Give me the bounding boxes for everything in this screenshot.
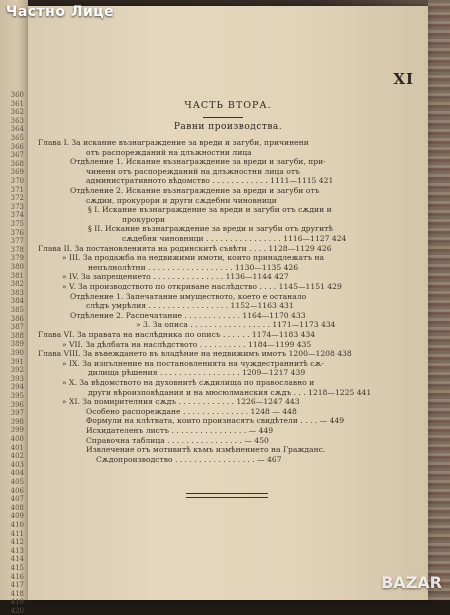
toc-line: » IX. За изпълнение на постановленията на чуждестраннитѣ сѫ- <box>62 358 325 368</box>
left-page-number: 372 <box>10 194 24 203</box>
left-page-number: 395 <box>10 392 24 400</box>
left-page-number: 382 <box>10 280 24 289</box>
left-page-number: 403 <box>10 460 24 469</box>
left-page-number: 418 <box>10 589 24 598</box>
toc-line: административното вѣдомство . . . . . . . . . . . . 1111—1115 421 <box>86 176 334 186</box>
toc-line: Формули на клѣтвата, които произнасятъ свидѣтели . . . . — 449 <box>86 416 345 426</box>
left-page-number: 402 <box>10 452 24 461</box>
toc-line: § I. Искание възнаграждение за вреди и загуби отъ сѫдии и <box>88 205 332 215</box>
left-page-number: 374 <box>10 211 24 220</box>
left-page-number: 393 <box>10 374 24 383</box>
toc-line: Отдѣление 2. Распечатание . . . . . . . . . . . . 1164—1170 433 <box>70 310 306 320</box>
left-page-number: 370 <box>10 177 24 185</box>
left-page-number: 389 <box>10 340 24 349</box>
left-page-number: 364 <box>10 125 24 134</box>
left-page-number: 383 <box>10 288 24 297</box>
left-page-number: 369 <box>10 168 24 177</box>
left-page-number: 380 <box>10 263 24 271</box>
left-page-number: 366 <box>10 142 24 151</box>
left-page-number: 373 <box>10 202 24 211</box>
left-page-number: 367 <box>10 151 24 160</box>
left-page-number: 408 <box>10 503 24 512</box>
left-page-number: 394 <box>10 383 24 392</box>
fabric-edge <box>428 0 450 600</box>
toc-line: » III. За продажба на недвижими имоти, които принадлежатъ на <box>62 253 325 263</box>
left-page-number: 398 <box>10 417 24 426</box>
left-page-number: 363 <box>10 116 24 125</box>
left-page-number: 371 <box>10 185 24 194</box>
left-page-number: 419 <box>10 598 24 607</box>
toc-line: други вѣроизповѣдания и на мюсюлманския сѫдъ . . . 1218—1225 441 <box>88 387 372 397</box>
toc-line: » V. За производството по откриване наслѣдство . . . . 1145—1151 429 <box>62 282 342 291</box>
left-page-number: 413 <box>10 546 24 555</box>
toc-line: » XI. За помирителния сѫдъ . . . . . . . . . . . . 1226—1247 443 <box>62 397 300 407</box>
left-page-number: 388 <box>10 331 24 340</box>
left-page-number: 416 <box>10 572 24 581</box>
left-page-number: 401 <box>10 443 24 452</box>
left-page-number: 411 <box>10 529 24 538</box>
toc-line: Исхидателенъ листъ . . . . . . . . . . . . . . . . — 449 <box>86 426 274 435</box>
left-page-number: 414 <box>10 555 24 564</box>
toc-line: прокурори <box>122 214 166 224</box>
left-page-number: 385 <box>10 306 24 314</box>
toc-line: слѣдъ умрѣлия . . . . . . . . . . . . . . . . . 1152—1163 431 <box>86 301 294 311</box>
toc-line: Отдѣление 1. Искание възнаграждение за вреди и загуби, при- <box>70 157 326 167</box>
toc-line: Особено распореждане . . . . . . . . . . . . . . 1248 — 448 <box>86 406 297 416</box>
left-page-number: 378 <box>10 245 24 254</box>
left-page-number: 365 <box>10 134 24 142</box>
toc-line: дилища рѣшения . . . . . . . . . . . . . . . . . 1209—1217 439 <box>88 368 306 378</box>
left-page-number: 362 <box>10 108 24 117</box>
left-page-number: 412 <box>10 538 24 547</box>
left-page-number: 396 <box>10 400 24 409</box>
toc-line: » 3. За описа . . . . . . . . . . . . . . . . . 1171—1173 434 <box>136 320 336 330</box>
site-watermark: BAZAR <box>381 573 442 592</box>
toc-line: Справочна таблица . . . . . . . . . . . . . . . . — 450 <box>86 435 269 445</box>
seller-watermark: Частно Лице <box>6 4 115 20</box>
left-page-number: 391 <box>10 357 24 366</box>
left-page-number: 407 <box>10 495 24 504</box>
left-page-number: 420 <box>10 607 24 615</box>
left-page-number: 386 <box>10 314 24 323</box>
left-page-number: 400 <box>10 435 24 443</box>
left-page-number: 390 <box>10 349 24 357</box>
toc-line: » IV. За запрещението . . . . . . . . . . . . . . . 1136—1144 427 <box>62 272 289 282</box>
end-rule <box>186 493 268 494</box>
toc-line: чинени отъ распорежданий на длъжностни лица отъ <box>86 166 300 176</box>
left-page-number: 399 <box>10 426 24 435</box>
left-page-number: 404 <box>10 469 24 478</box>
left-page-edge <box>0 0 28 615</box>
toc-line: отъ распорежданий на длъжностни лица <box>86 147 252 157</box>
left-page-number: 387 <box>10 323 24 332</box>
left-page-number: 410 <box>10 521 24 529</box>
toc-line: Отдѣление 2. Искание възнаграждение за вреди и загуби отъ <box>70 186 320 195</box>
toc-line: сѫдебни чиновници . . . . . . . . . . . . . . . . 1116—1127 424 <box>122 234 347 243</box>
left-page-number: 381 <box>10 271 24 280</box>
left-page-number: 368 <box>10 159 24 168</box>
toc-line: Сѫдопроизводство . . . . . . . . . . . . . . . . . — 467 <box>96 454 282 464</box>
left-page-number: 417 <box>10 581 24 590</box>
left-page-number: 379 <box>10 254 24 263</box>
toc-line: Глава I. За искание възнаграждение за вреди и загуби, причинени <box>38 138 309 147</box>
toc-line: непълнолѣтни . . . . . . . . . . . . . . . . . . 1130—1135 426 <box>88 262 299 272</box>
left-page-number: 392 <box>10 366 24 375</box>
table-of-contents <box>28 6 428 600</box>
left-page-number: 376 <box>10 228 24 237</box>
left-page-number: 409 <box>10 512 24 521</box>
page-number: XI <box>393 70 414 88</box>
toc-line: Глава VIII. За въвеждането въ владѣние на недвижимъ имотъ 1200—1208 438 <box>38 349 352 359</box>
left-page-number: 360 <box>10 91 24 99</box>
toc-line: сѫдии, прокурори и други сѫдебни чиновници <box>86 195 277 205</box>
toc-line: » X. За вѣдомството на духовнитѣ сѫдилища по православно и <box>62 378 315 387</box>
left-page-number: 377 <box>10 237 24 246</box>
toc-line: § II. Искание възнаграждение за вреди и загуби отъ другитѣ <box>88 224 333 234</box>
toc-line: Глава II. За постановленията на родинскитѣ съвѣти . . . . 1128—1129 426 <box>38 243 332 253</box>
toc-line: Отдѣление 1. Запечатание имуществото, което е останало <box>70 291 307 301</box>
left-page-number: 384 <box>10 297 24 306</box>
left-page-number: 361 <box>10 99 24 108</box>
left-page-number: 406 <box>10 486 24 495</box>
toc-line: » VII. За дѣлбата на наслѣдството . . . . . . . . . . 1184—1199 435 <box>62 339 312 349</box>
end-rule <box>186 497 268 498</box>
section-title: Равни производства. <box>173 122 283 132</box>
book-page <box>28 6 428 600</box>
left-page-number: 397 <box>10 409 24 418</box>
toc-line: Глава VI. За правата на наслѣдника по описъ . . . . . . 1174—1183 434 <box>38 330 316 339</box>
part-title: ЧАСТЬ ВТОРА. <box>184 100 272 111</box>
left-page-number: 405 <box>10 478 24 486</box>
toc-line: Извлечение отъ мотивитѣ къмъ измѣнението на Гражданс. <box>86 445 326 455</box>
left-page-number: 415 <box>10 564 24 572</box>
left-page-number: 375 <box>10 220 24 228</box>
